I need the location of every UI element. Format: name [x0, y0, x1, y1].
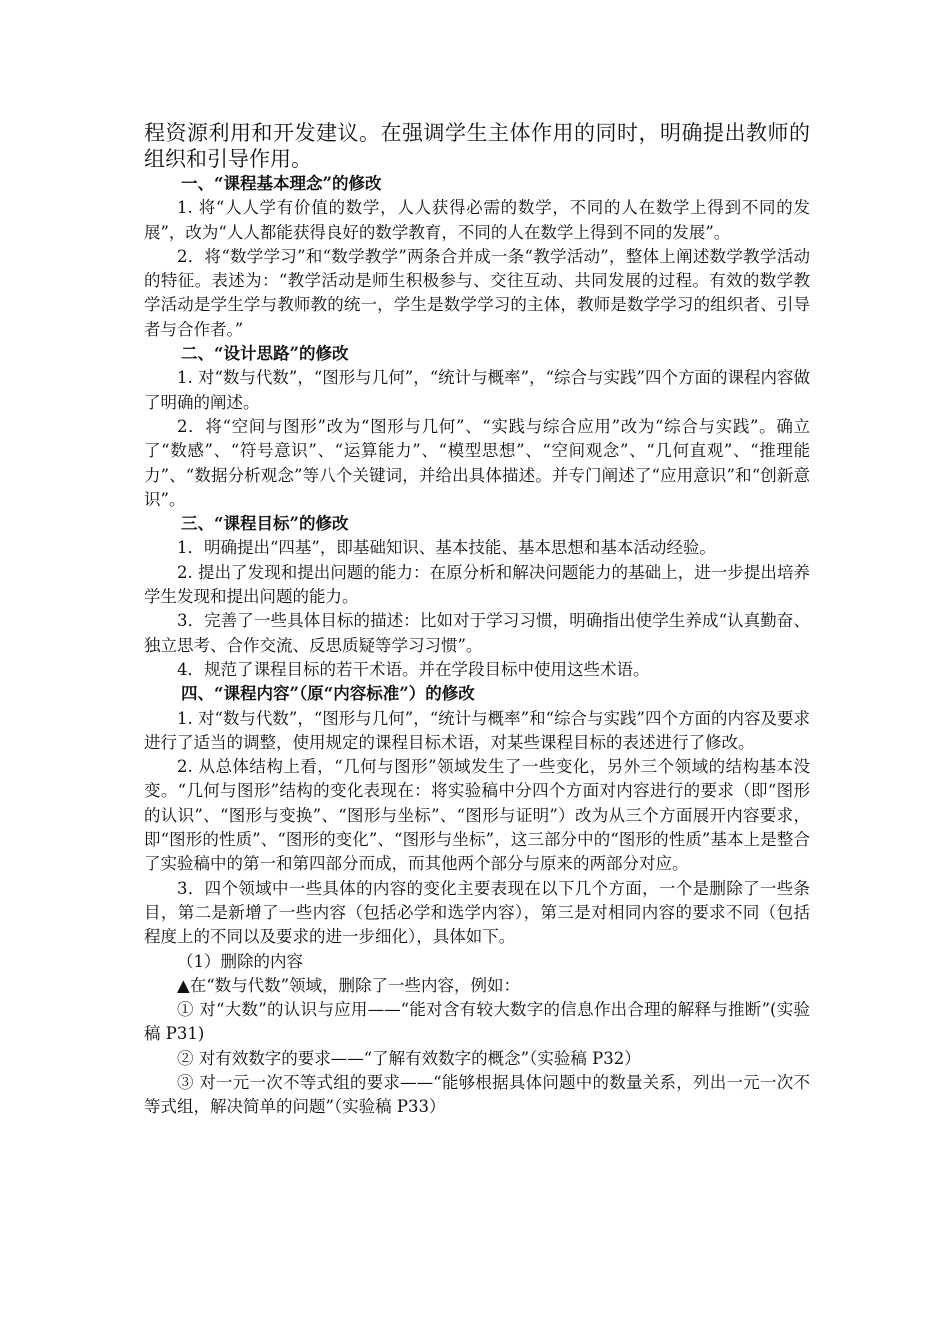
body-paragraph: 2. 提出了发现和提出问题的能力：在原分析和解决问题能力的基础上，进一步提出培养学生发现和提出问题的能力。: [144, 562, 810, 607]
section-heading: 一、“课程基本理念”的修改: [181, 174, 382, 193]
body-paragraph: 3．四个领域中一些具体的内容的变化主要表现在以下几个方面，一个是删除了一些条目，第二是新增了一些内容（包括必学和选学内容），第三是对相同内容的要求不同（包括程度上的不同以及要求的进一步细化），具体如下。: [144, 878, 810, 947]
paragraph-list: [144, 172, 810, 1120]
body-paragraph: ② 对有效数字的要求——“了解有效数字的概念”（实验稿 P32）: [177, 1048, 641, 1068]
body-paragraph: （1）删除的内容: [177, 951, 303, 971]
body-paragraph: 3．完善了一些具体目标的描述：比如对于学习习惯，明确指出使学生养成“认真勤奋、独立思考、合作交流、反思质疑等学习习惯”。: [144, 611, 810, 655]
lead-paragraph: 程资源利用和开发建议。在强调学生主体作用的同时，明确提出教师的组织和引导作用。: [144, 121, 810, 171]
body-paragraph: 2. 从总体结构上看，“几何与图形”领域发生了一些变化，另外三个领域的结构基本没变。“几何与图形”结构的变化表现在：将实验稿中分四个方面对内容进行的要求（即“图形的认识”、“图形与变换”、“图形与坐标”、“图形与证明”）改为从三个方面展开内容要求，即“图形的性质”、“图形的变化”、“图形与坐标”，这三部分中的“图形的性质”基本上是整合了实验稿中的第一和第四部分而成，而其他两个部分与原来的两部分对应。: [144, 757, 810, 874]
section-heading: 二、“设计思路”的修改: [181, 344, 349, 364]
document-body: [144, 120, 810, 1120]
body-paragraph: ▲在“数与代数”领域，删除了一些内容，例如：: [177, 975, 521, 995]
body-paragraph: 1. 将“人人学有价值的数学，人人获得必需的数学，不同的人在数学上得到不同的发展”，改为“人人都能获得良好的数学教育，不同的人在数学上得到不同的发展”。: [144, 198, 810, 242]
section-heading: 四、“课程内容”（原“内容标准”）的修改: [181, 684, 475, 704]
body-paragraph: 2．将“数学学习”和“数学教学”两条合并成一条“教学活动”，整体上阐述数学教学活动的特征。表述为：“教学活动是师生积极参与、交往互动、共同发展的过程。有效的数学教学活动是学生学与教师教的统一，学生是数学学习的主体，教师是数学学习的组织者、引导者与合作者。”: [144, 246, 810, 339]
body-paragraph: 1．明确提出“四基”，即基础知识、基本技能、基本思想和基本活动经验。: [177, 538, 716, 558]
body-paragraph: ③ 对一元一次不等式组的要求——“能够根据具体问题中的数量关系，列出一元一次不等式组，解决简单的问题”（实验稿 P33）: [144, 1072, 810, 1117]
body-paragraph: ① 对“大数”的认识与应用——“能对含有较大数字的信息作出合理的解释与推断”(实验稿 P31): [144, 1000, 810, 1044]
body-paragraph: 2．将“空间与图形”改为“图形与几何”、“实践与综合应用”改为“综合与实践”。确立了“数感”、“符号意识”、“运算能力”、“模型思想”、“空间观念”、“几何直观”、“推理能力”、“数据分析观念”等八个关键词，并给出具体描述。并专门阐述了“应用意识”和“创新意识”。: [144, 416, 810, 509]
body-paragraph: 1. 对“数与代数”，“图形与几何”，“统计与概率”和“综合与实践”四个方面的内容及要求进行了适当的调整，使用规定的课程目标术语，对某些课程目标的表述进行了修改。: [144, 708, 810, 752]
body-paragraph: 1. 对“数与代数”，“图形与几何”，“统计与概率”，“综合与实践”四个方面的课程内容做了明确的阐述。: [144, 368, 810, 412]
body-paragraph: 4．规范了课程目标的若干术语。并在学段目标中使用这些术语。: [177, 659, 650, 679]
section-heading: 三、“课程目标”的修改: [181, 514, 349, 534]
